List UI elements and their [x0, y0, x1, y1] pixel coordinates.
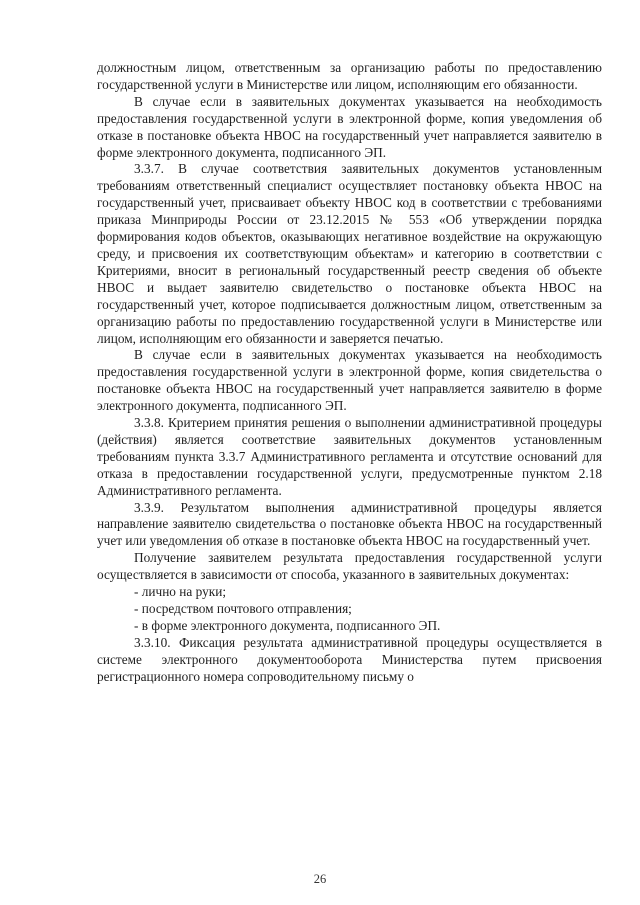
paragraph: должностным лицом, ответственным за организацию работы по предоставлению государственной услуги в Министерстве или лицом, исполняющим его обязанности. [97, 60, 602, 92]
paragraph: 3.3.10. Фиксация результата административной процедуры осуществляется в системе электронного документооборота Министерства путем присвоения регистрационного номера сопроводительному письму о [97, 634, 602, 684]
paragraph: 3.3.9. Результатом выполнения административной процедуры является направление заявителю свидетельства о постановке объекта НВОС на государственный учет или уведомления об отказе в постановке объекта НВОС на государственный учет. [97, 499, 602, 549]
page-number: 26 [313, 872, 327, 886]
paragraph: В случае если в заявительных документах указывается на необходимость предоставления государственной услуги в электронной форме, копия уведомления об отказе в постановке объекта НВОС на государственный учет направляется заявителю в форме электронного документа, подписанного ЭП. [97, 93, 602, 160]
list-item: - лично на руки; [134, 584, 227, 600]
list-item: - посредством почтового отправления; [134, 601, 352, 616]
document-body [97, 60, 602, 686]
paragraph: 3.3.8. Критерием принятия решения о выполнении административной процедуры (действия) является соответствие заявительных документов установленным требованиям пункта 3.3.7 Административного регламента и отсутствие оснований для отказа в предоставлении государственной услуги, предусмотренные пунктом 2.18 Административного регламента. [97, 415, 602, 498]
paragraph: Получение заявителем результата предоставления государственной услуги осуществляется в зависимости от способа, указанного в заявительных документах: [97, 550, 602, 583]
paragraph: В случае если в заявительных документах указывается на необходимость предоставления государственной услуги в электронной форме, копия свидетельства о постановке объекта НВОС на государственный учет направляется заявителю в форме электронного документа, подписанного ЭП. [97, 347, 602, 414]
paragraph: 3.3.7. В случае соответствия заявительных документов установленным требованиям ответственный специалист осуществляет постановку объекта НВОС на государственный учет, присваивает объекту НВОС код в соответствии с требованиями приказа Минприроды России от 23.12.2015 № 553 «Об утверждении порядка формирования кодов объектов, оказывающих негативное воздействие на окружающую среду, и присвоения их соответствующим объектам» и категорию в соответствии с Критериями, вносит в региональный государственный реестр сведения об объекте НВОС и выдает заявителю свидетельство о постановке объекта НВОС на государственный учет, которое подписывается должностным лицом, ответственным за организацию работы по предоставлению государственной услуги в Министерстве или лицом, исполняющим его обязанности и заверяется печатью. [97, 161, 602, 346]
list-item: - в форме электронного документа, подписанного ЭП. [134, 617, 441, 633]
